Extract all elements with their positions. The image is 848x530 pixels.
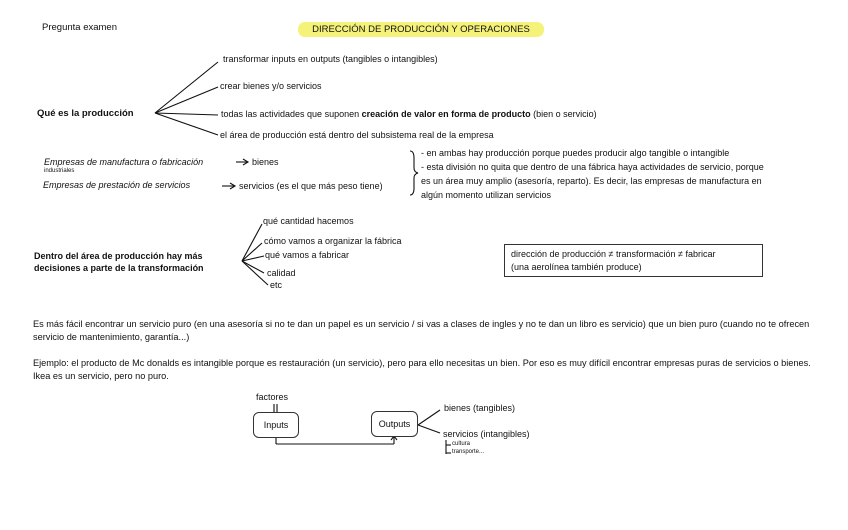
manufacturing-sublabel: industriales — [44, 168, 75, 174]
services-output-label: servicios (intangibles) — [443, 429, 530, 439]
production-item-4: el área de producción está dentro del subsistema real de la empresa — [220, 130, 494, 140]
production-item-3-post: (bien o servicio) — [530, 109, 597, 119]
services-result: servicios (es el que más peso tiene) — [239, 181, 383, 191]
exam-question-label: Pregunta examen — [42, 22, 117, 33]
definition-box-line2: (una aerolínea también produce) — [511, 262, 642, 272]
note-line-3: es un área muy amplio (asesoría, reparto). Es decir, las empresas de manufactura en — [421, 176, 762, 186]
decisions-label-line1: Dentro del área de producción hay más — [34, 251, 203, 261]
decision-item-2: cómo vamos a organizar la fábrica — [264, 236, 402, 246]
production-item-1: transformar inputs en outputs (tangibles o intangibles) — [223, 54, 438, 64]
paragraph-example: Ejemplo: el producto de Mc donalds es intangible porque es restauración (un servicio), pero para ello necesitas un bien. Por eso es muy difícil encontrar empresas puras de servicios o bienes. Ikea es un servicio, pero no puro. — [33, 358, 811, 381]
inputs-box: Inputs — [253, 412, 299, 438]
manufacturing-result: bienes — [252, 157, 279, 167]
note-line-2: - esta división no quita que dentro de una fábrica haya actividades de servicio, porque — [421, 162, 764, 172]
factors-label: factores — [256, 392, 289, 402]
definition-box-line1: dirección de producción ≠ transformación ≠ fabricar — [511, 249, 716, 259]
production-item-2: crear bienes y/o servicios — [220, 81, 322, 91]
decision-item-5: etc — [270, 280, 283, 290]
services-label: Empresas de prestación de servicios — [43, 180, 191, 190]
decision-item-1: qué cantidad hacemos — [263, 216, 354, 226]
paragraph-pure-service: Es más fácil encontrar un servicio puro (en una asesoría si no te dan un papel es un servicio / si vas a clases de ingles y no te dan un libro es servicio) que un bien puro (cuando no te ofrecen servicio de mantenimiento, garantía...) — [33, 319, 810, 342]
definition-box — [504, 244, 763, 277]
manufacturing-label: Empresas de manufactura o fabricación — [44, 157, 204, 167]
services-sub-culture: cultura — [452, 441, 471, 447]
production-item-3-pre: todas las actividades que suponen — [221, 109, 362, 119]
page-title: DIRECCIÓN DE PRODUCCIÓN Y OPERACIONES — [312, 24, 530, 35]
production-item-3-bold: creación de valor en forma de producto — [361, 109, 531, 119]
goods-label: bienes (tangibles) — [444, 403, 516, 413]
note-line-1: - en ambas hay producción porque puedes producir algo tangible o intangible — [421, 148, 730, 158]
outputs-box: Outputs — [371, 411, 418, 437]
note-line-4: algún momento utilizan servicios — [421, 190, 552, 200]
decisions-label-line2: decisiones a parte de la transformación — [34, 263, 204, 273]
production-label: Qué es la producción — [37, 108, 134, 119]
services-sub-transport: transporte... — [452, 449, 485, 455]
decision-item-4: calidad — [267, 268, 296, 278]
production-item-3 — [221, 109, 597, 119]
decision-item-3: qué vamos a fabricar — [265, 250, 350, 260]
